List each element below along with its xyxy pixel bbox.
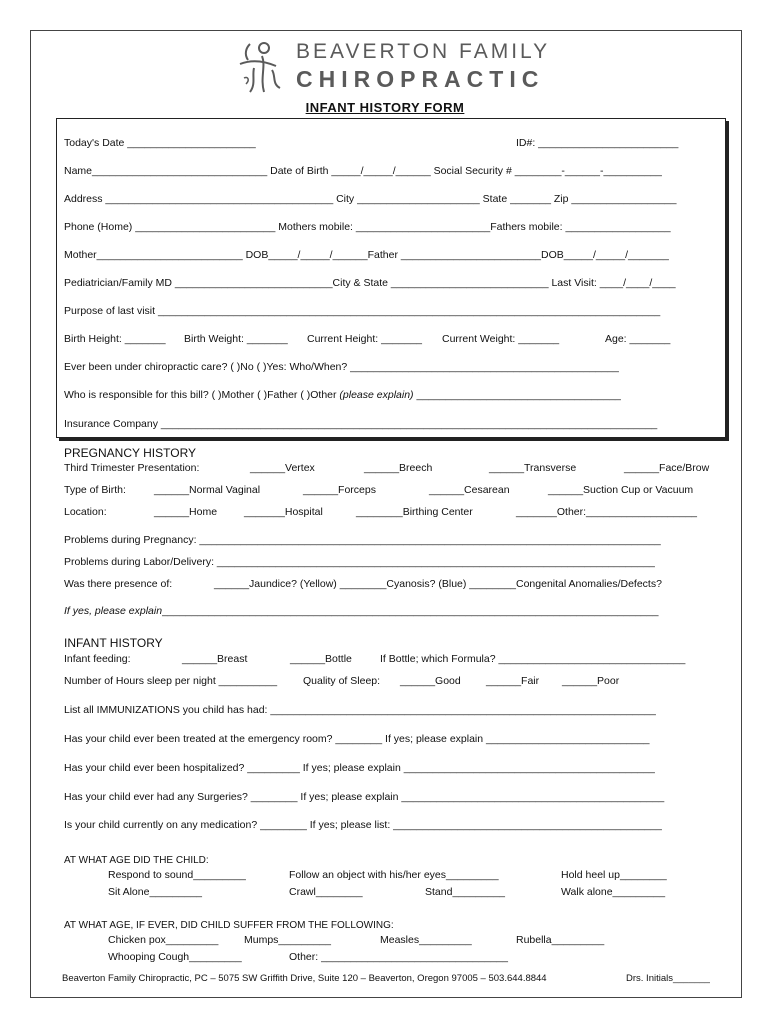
responsible-bill-row[interactable] — [64, 389, 621, 401]
breast-option[interactable]: ______Breast — [182, 653, 248, 665]
hospital-option[interactable]: _______Hospital — [244, 506, 323, 518]
transverse-option[interactable]: ______Transverse — [489, 462, 577, 474]
logo-line2: CHIROPRACTIC — [296, 66, 545, 92]
responsible-bill-blank: ___________________________________ — [416, 389, 621, 401]
pregnancy-history-title: PREGNANCY HISTORY — [64, 446, 197, 460]
other-illness-field[interactable]: Other: ________________________________ — [289, 951, 508, 963]
chiropractic-figure-logo-icon — [236, 38, 290, 94]
hours-sleep-field[interactable]: Number of Hours sleep per night __________ — [64, 675, 278, 687]
birth-height-field[interactable]: Birth Height: _______ — [64, 333, 166, 345]
illness-title: AT WHAT AGE, IF EVER, DID CHILD SUFFER FROM THE FOLLOWING: — [64, 920, 394, 931]
insurance-row[interactable]: Insurance Company _____________________________________________________________________________________ — [64, 418, 658, 430]
good-option[interactable]: ______Good — [400, 675, 461, 687]
responsible-bill-label: Who is responsible for this bill? ( )Mother ( )Father ( )Other — [64, 389, 337, 401]
other-location-option[interactable]: _______Other:___________________ — [516, 506, 698, 518]
normal-vaginal-option[interactable]: ______Normal Vaginal — [154, 484, 261, 496]
quality-sleep-label: Quality of Sleep: — [303, 675, 381, 687]
formula-field[interactable]: If Bottle; which Formula? ________________________________ — [380, 653, 686, 665]
problems-pregnancy-row[interactable]: Problems during Pregnancy: _______________________________________________________________________________ — [64, 534, 661, 546]
measles-field[interactable]: Measles_________ — [380, 934, 472, 946]
location-label: Location: — [64, 506, 107, 518]
todays-date-field[interactable]: Today's Date ______________________ — [64, 137, 256, 149]
presence-of-label: Was there presence of: — [64, 578, 173, 590]
walk-alone-field[interactable]: Walk alone_________ — [561, 886, 666, 898]
phone-row[interactable]: Phone (Home) ________________________ Mothers mobile: _______________________Fathers mobile: __________________ — [64, 221, 671, 233]
hospitalized-row[interactable]: Has your child ever been hospitalized? _________ If yes; please explain ___________________________________________ — [64, 762, 655, 774]
hold-heel-field[interactable]: Hold heel up________ — [561, 869, 667, 881]
immunizations-row[interactable]: List all IMMUNIZATIONS you child has had: __________________________________________________________________ — [64, 704, 656, 716]
id-field[interactable]: ID#: ________________________ — [516, 137, 679, 149]
footer-address: Beaverton Family Chiropractic, PC – 5075 SW Griffith Drive, Suite 120 – Beaverton, Oregon 97005 – 503.644.8844 — [62, 973, 547, 984]
whooping-cough-field[interactable]: Whooping Cough_________ — [108, 951, 242, 963]
current-height-field[interactable]: Current Height: _______ — [307, 333, 422, 345]
mumps-field[interactable]: Mumps_________ — [244, 934, 331, 946]
type-of-birth-label: Type of Birth: — [64, 484, 126, 496]
vertex-option[interactable]: ______Vertex — [250, 462, 315, 474]
emergency-room-row[interactable]: Has your child ever been treated at the emergency room? ________ If yes; please explain ____________________________ — [64, 733, 650, 745]
cesarean-option[interactable]: ______Cesarean — [429, 484, 510, 496]
stand-field[interactable]: Stand_________ — [425, 886, 505, 898]
follow-object-field[interactable]: Follow an object with his/her eyes_________ — [289, 869, 499, 881]
sit-alone-field[interactable]: Sit Alone_________ — [108, 886, 203, 898]
name-dob-ssn-row[interactable]: Name______________________________ Date of Birth _____/_____/______ Social Security # ________-______-__________ — [64, 165, 662, 177]
jaundice-cyanosis-anomalies-row[interactable]: ______Jaundice? (Yellow) ________Cyanosis? (Blue) ________Congenital Anomalies/Defects? — [214, 578, 662, 590]
doctor-initials-field[interactable]: Drs. Initials_______ — [626, 973, 710, 984]
address-row[interactable]: Address _______________________________________ City _____________________ State _______ Zip __________________ — [64, 193, 677, 205]
if-yes-explain-row[interactable] — [64, 605, 658, 617]
form-title: INFANT HISTORY FORM — [305, 100, 465, 115]
surgeries-row[interactable]: Has your child ever had any Surgeries? ________ If yes; please explain _____________________________________________ — [64, 791, 665, 803]
rubella-field[interactable]: Rubella_________ — [516, 934, 605, 946]
age-field[interactable]: Age: _______ — [605, 333, 671, 345]
birth-weight-field[interactable]: Birth Weight: _______ — [184, 333, 288, 345]
chiropractic-care-row[interactable]: Ever been under chiropractic care? ( )No ( )Yes: Who/When? ______________________________________________ — [64, 361, 619, 373]
poor-option[interactable]: ______Poor — [562, 675, 620, 687]
breech-option[interactable]: ______Breech — [364, 462, 433, 474]
crawl-field[interactable]: Crawl________ — [289, 886, 363, 898]
trimester-label: Third Trimester Presentation: — [64, 462, 200, 474]
medication-row[interactable]: Is your child currently on any medication? ________ If yes; please list: ______________________________________________ — [64, 819, 662, 831]
respond-sound-field[interactable]: Respond to sound_________ — [108, 869, 246, 881]
infant-feeding-label: Infant feeding: — [64, 653, 131, 665]
birthing-center-option[interactable]: ________Birthing Center — [356, 506, 473, 518]
please-explain-label: (please explain) — [339, 389, 414, 401]
current-weight-field[interactable]: Current Weight: _______ — [442, 333, 560, 345]
home-option[interactable]: ______Home — [154, 506, 218, 518]
infant-history-title: INFANT HISTORY — [64, 636, 163, 650]
parents-row[interactable]: Mother_________________________ DOB_____/_____/______Father ________________________DOB_____/_____/_______ — [64, 249, 669, 261]
face-brow-option[interactable]: ______Face/Brow — [624, 462, 710, 474]
problems-labor-row[interactable]: Problems during Labor/Delivery: ___________________________________________________________________________ — [64, 556, 655, 568]
pediatrician-row[interactable]: Pediatrician/Family MD ___________________________City & State ___________________________ Last Visit: ____/____/____ — [64, 277, 676, 289]
if-yes-explain-blank: _____________________________________________________________________________________ — [162, 605, 659, 617]
bottle-option[interactable]: ______Bottle — [290, 653, 352, 665]
milestones-title: AT WHAT AGE DID THE CHILD: — [64, 855, 209, 866]
if-yes-explain-label: If yes, please explain — [64, 605, 163, 617]
chicken-pox-field[interactable]: Chicken pox_________ — [108, 934, 219, 946]
purpose-last-visit-row[interactable]: Purpose of last visit ______________________________________________________________________________________ — [64, 305, 661, 317]
suction-cup-option[interactable]: ______Suction Cup or Vacuum — [548, 484, 694, 496]
logo-line1: BEAVERTON FAMILY — [296, 40, 551, 63]
forceps-option[interactable]: ______Forceps — [303, 484, 376, 496]
fair-option[interactable]: ______Fair — [486, 675, 540, 687]
